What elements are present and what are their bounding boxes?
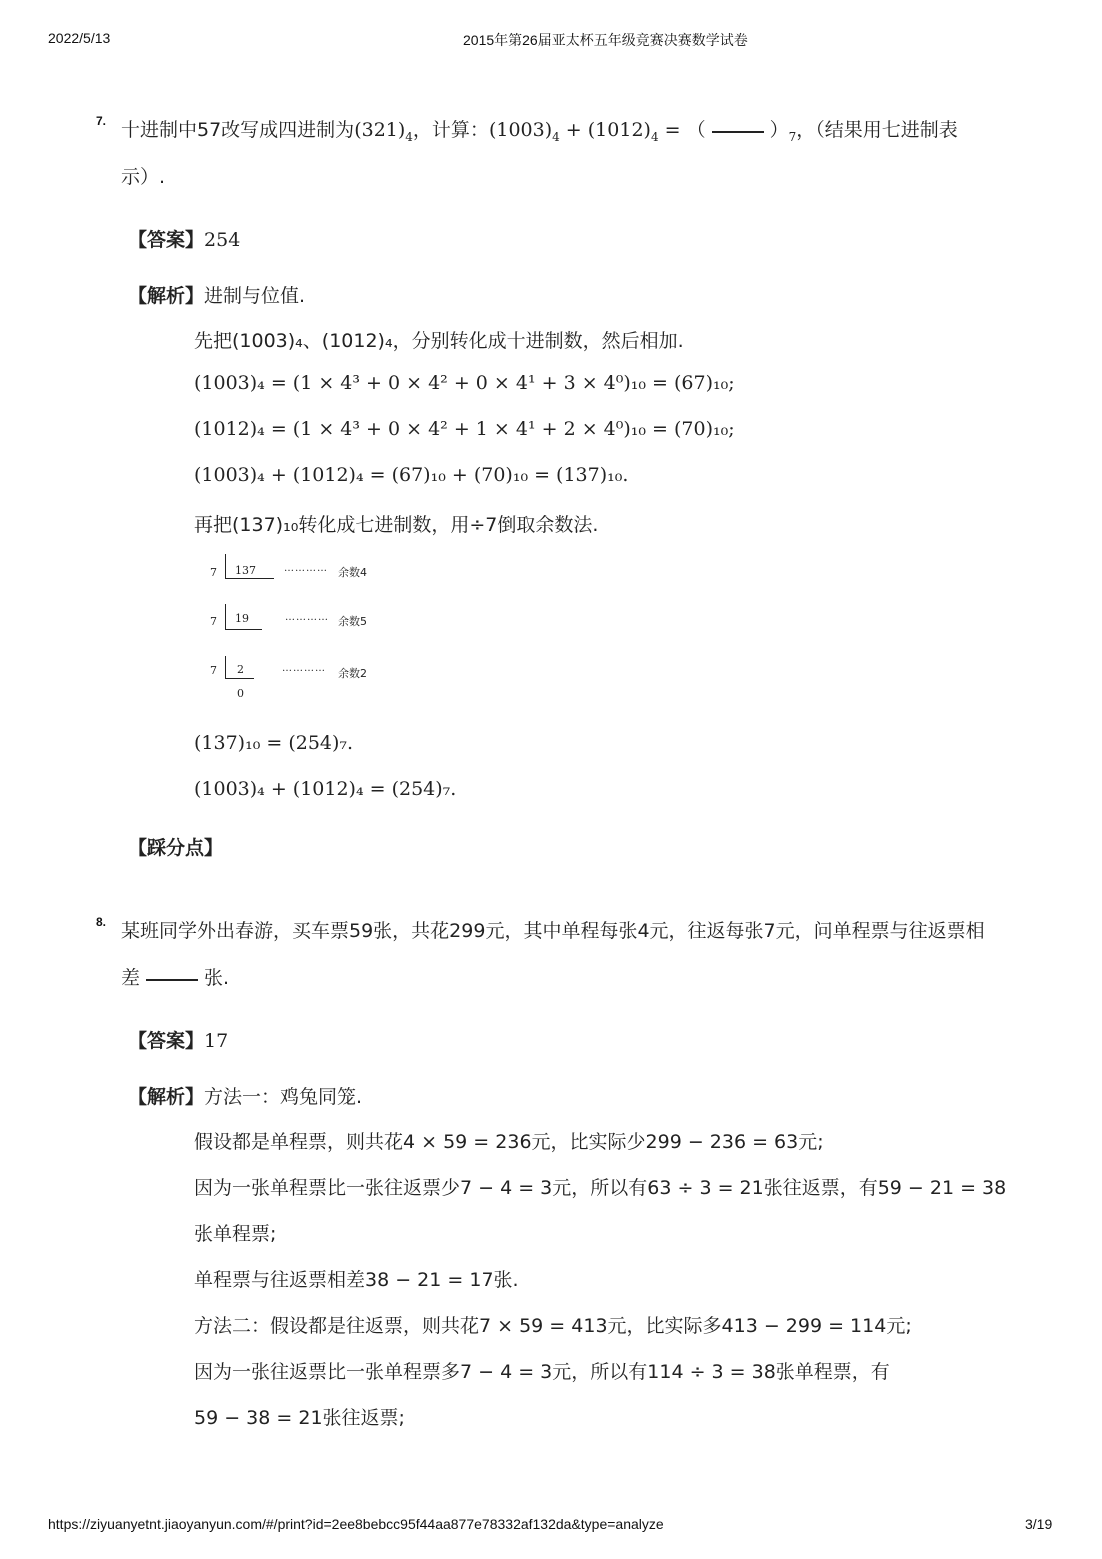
q7-step3: (1012)₄ = (1 × 4³ + 0 × 4² + 1 × 4¹ + 2 × 4⁰)₁₀ = (70)₁₀; — [194, 418, 735, 440]
stem-text: ） — [769, 119, 789, 141]
answer-value: 17 — [204, 1030, 229, 1052]
q7-analysis — [128, 281, 305, 308]
final-quotient: 0 — [237, 687, 244, 700]
q7-step5: 再把(137)₁₀转化成七进制数，用÷7倒取余数法. — [194, 514, 599, 536]
remainder: 余数2 — [338, 667, 367, 680]
stem-text: ，计算： — [412, 119, 489, 141]
dividend: 19 — [235, 612, 249, 625]
remainder: 余数4 — [338, 566, 367, 579]
stem-sub: 7 — [788, 129, 797, 144]
stem-math: (1003) — [488, 119, 553, 141]
q8-step7: 59 − 38 = 21张往返票; — [194, 1407, 405, 1429]
question-number-7: 7. — [96, 114, 107, 128]
q8-step4: 单程票与往返票相差38 − 21 = 17张. — [194, 1269, 519, 1291]
short-division-diagram — [208, 554, 388, 704]
stem-sub: 4 — [405, 129, 413, 144]
stem-sub: 4 — [650, 129, 659, 144]
question-7-stem — [121, 115, 958, 144]
footer-page-number: 3/19 — [1025, 1516, 1053, 1532]
stem-math: (321) — [354, 119, 406, 141]
question-7-stem-line2: 示）. — [121, 166, 166, 188]
header-title: 2015年第26届亚太杯五年级竞赛决赛数学试卷 — [463, 32, 748, 48]
dividend: 2 — [237, 663, 244, 676]
q8-step2: 因为一张单程票比一张往返票少7 − 4 = 3元，所以有63 ÷ 3 = 21张往返票，有59 − 21 = 38 — [194, 1177, 1007, 1199]
question-number-8: 8. — [96, 915, 107, 929]
q8-analysis — [128, 1082, 362, 1109]
answer-label: 【答案】 — [128, 1030, 205, 1052]
question-8-stem-line2 — [121, 963, 229, 990]
analysis-title: 进制与位值. — [204, 285, 306, 307]
q8-step6: 因为一张往返票比一张单程票多7 − 4 = 3元，所以有114 ÷ 3 = 38张单程票，有 — [194, 1361, 890, 1383]
q7-answer — [128, 225, 240, 252]
q8-step5: 方法二：假设都是往返票，则共花7 × 59 = 413元，比实际多413 − 299 = 114元; — [194, 1315, 912, 1337]
q7-step6: (137)₁₀ = (254)₇. — [194, 732, 354, 754]
divisor: 7 — [210, 615, 217, 628]
analysis-title: 方法一：鸡兔同笼. — [204, 1086, 363, 1108]
stem-sub: 4 — [552, 129, 560, 144]
stem-text: 十进制中57改写成四进制为 — [121, 119, 355, 141]
answer-blank — [146, 977, 198, 981]
dividend: 137 — [235, 564, 256, 577]
stem-text: ，（结果用七进制表 — [796, 119, 958, 141]
divisor: 7 — [210, 566, 217, 579]
footer-url[interactable]: https://ziyuanyetnt.jiaoyanyun.com/#/print?id=2ee8bebcc95f44aa877e78332af132da&type=analyze — [48, 1516, 664, 1532]
divisor: 7 — [210, 664, 217, 677]
q7-points-label: 【踩分点】 — [128, 837, 224, 859]
remainder: 余数5 — [338, 615, 367, 628]
q7-step2: (1003)₄ = (1 × 4³ + 0 × 4² + 0 × 4¹ + 3 × 4⁰)₁₀ = (67)₁₀; — [194, 372, 735, 394]
stem-text: 差 — [121, 967, 141, 989]
question-8-stem: 某班同学外出春游，买车票59张，共花299元，其中单程每张4元，往返每张7元，问单程票与往返票相 — [121, 920, 985, 942]
q7-step1: 先把(1003)₄、(1012)₄，分别转化成十进制数，然后相加. — [194, 330, 684, 352]
q7-step4: (1003)₄ + (1012)₄ = (67)₁₀ + (70)₁₀ = (137)₁₀. — [194, 464, 629, 486]
answer-blank — [712, 129, 764, 133]
header-date: 2022/5/13 — [48, 30, 111, 46]
q8-answer — [128, 1026, 228, 1053]
answer-label: 【答案】 — [128, 229, 205, 251]
analysis-label: 【解析】 — [128, 285, 205, 307]
stem-text: 张. — [204, 967, 230, 989]
stem-text: = （ — [658, 119, 706, 141]
analysis-label: 【解析】 — [128, 1086, 205, 1108]
dots: ………… — [284, 563, 328, 574]
answer-value: 254 — [204, 229, 241, 251]
q8-step3: 张单程票; — [194, 1223, 277, 1245]
q8-step1: 假设都是单程票，则共花4 × 59 = 236元，比实际少299 − 236 = 63元; — [194, 1131, 824, 1153]
stem-math: + (1012) — [559, 119, 651, 141]
q7-step7: (1003)₄ + (1012)₄ = (254)₇. — [194, 778, 457, 800]
dots: ………… — [282, 663, 326, 674]
dots: ………… — [285, 612, 329, 623]
